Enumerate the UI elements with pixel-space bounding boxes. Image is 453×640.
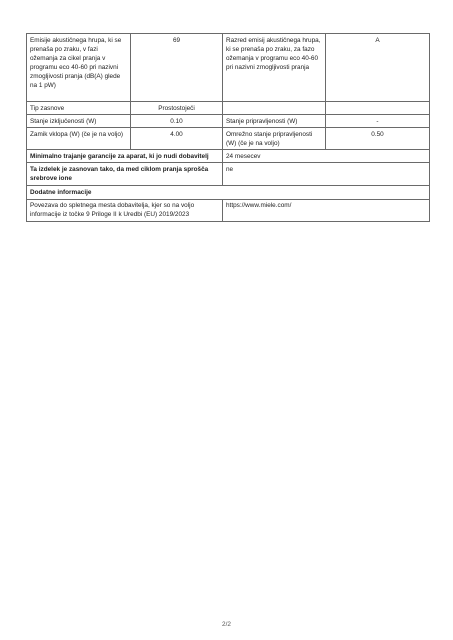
- silver-ions-row: [27, 163, 430, 186]
- off-mode-label: Stanje izključenosti (W): [27, 115, 131, 128]
- warranty-label: Minimalno trajanje garancije za aparat, ki jo nudi dobavitelj: [27, 150, 223, 163]
- silver-ions-value: ne: [223, 163, 430, 186]
- noise-class-value: A: [326, 34, 430, 102]
- silver-ions-label: Ta izdelek je zasnovan tako, da med ciklom pranja sprošča srebrove ione: [27, 163, 223, 186]
- supplier-link-url[interactable]: https://www.miele.com/: [223, 199, 430, 221]
- product-information-table: [26, 33, 430, 222]
- standby-value: -: [326, 115, 430, 128]
- noise-class-label: Razred emisij akustičnega hrupa, ki se prenaša po zraku, za fazo ožemanja v programu eco 40-60 pri nazivni zmogljivosti pranja: [223, 34, 326, 102]
- design-empty-cell-1: [223, 102, 326, 115]
- supplier-link-row: [27, 199, 430, 221]
- delay-start-row: [27, 128, 430, 150]
- noise-emission-row: [27, 34, 430, 102]
- off-mode-value: 0.10: [131, 115, 223, 128]
- off-mode-row: [27, 115, 430, 128]
- noise-emission-value: 69: [131, 34, 223, 102]
- network-standby-label: Omrežno stanje pripravljenosti (W) (če je na voljo): [223, 128, 326, 150]
- design-type-value: Prostostoječi: [131, 102, 223, 115]
- design-type-row: [27, 102, 430, 115]
- design-empty-cell-2: [326, 102, 430, 115]
- standby-label: Stanje pripravljenosti (W): [223, 115, 326, 128]
- noise-emission-label: Emisije akustičnega hrupa, ki se prenaša po zraku, v fazi ožemanja za cikel pranja v programu eco 40-60 pri nazivni zmogljivosti pranja (dB(A) glede na 1 pW): [27, 34, 131, 102]
- supplier-link-label: Povezava do spletnega mesta dobavitelja, kjer so na voljo informacije iz točke 9 Priloge II k Uredbi (EU) 2019/2023: [27, 199, 223, 221]
- warranty-row: [27, 150, 430, 163]
- network-standby-value: 0.50: [326, 128, 430, 150]
- page-number: 2/2: [222, 621, 231, 628]
- design-type-label: Tip zasnove: [27, 102, 131, 115]
- delay-start-label: Zamik vklopa (W) (če je na voljo): [27, 128, 131, 150]
- additional-info-heading: Dodatne informacije: [27, 186, 430, 199]
- additional-info-row: [27, 186, 430, 199]
- warranty-value: 24 mesecev: [223, 150, 430, 163]
- delay-start-value: 4.00: [131, 128, 223, 150]
